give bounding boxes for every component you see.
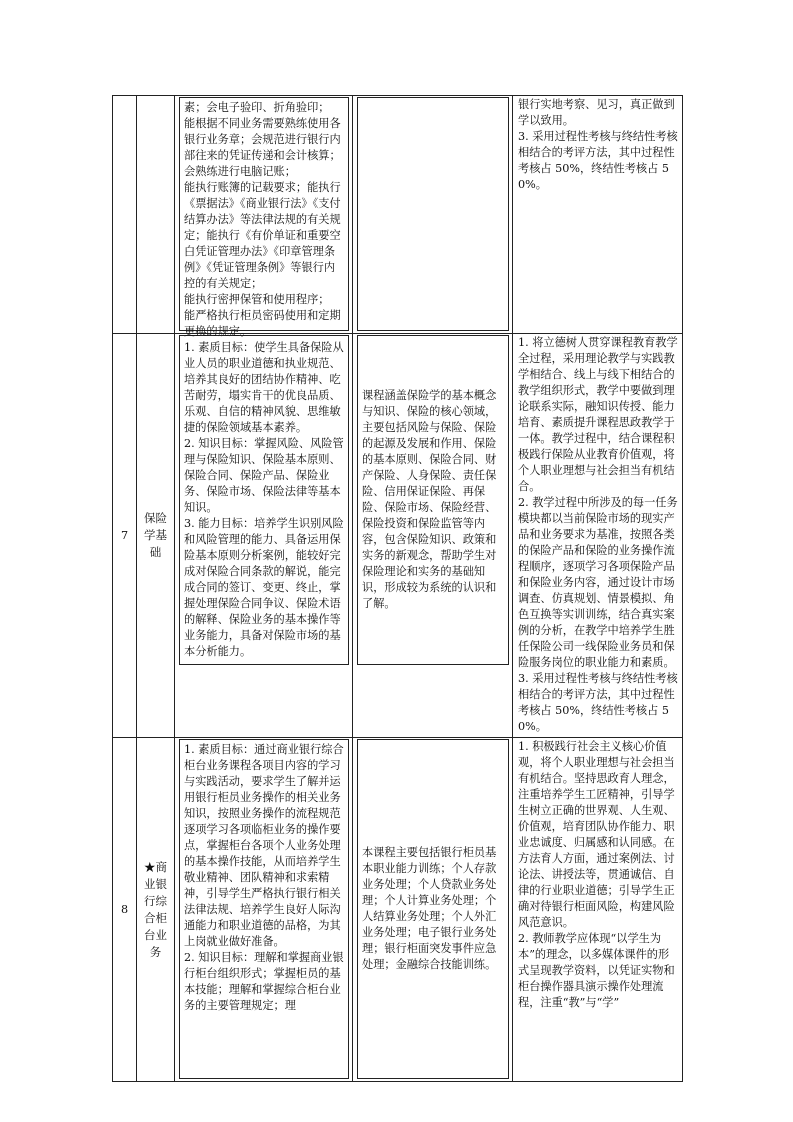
row-number-cell [113,96,137,334]
course-content: 本课程主要包括银行柜员基本职业能力训练；个人存款业务处理；个人贷款业务处理；个人计算业务处理；个人结算业务处理；个人外汇业务处理；电子银行业务处理；银行柜面突发事件应急处理；金融综合技能训练。 [362,846,497,971]
course-content: 课程涵盖保险学的基本概念与知识、保险的核心领域，主要包括风险与保险、保险的起源及发展和作用、保险的基本原则、保险合同、财产保险、人身保险、责任保险、信用保证保险、再保险、保险市场、保险经营、保险投资和保险监管等内容，包含保险知识、政策和实务的新观念，帮助学生对保险理论和实务的基础知识，形成较为系统的认识和了解。 [362,389,497,610]
requirements-cell [513,96,683,334]
content-cell [353,96,513,334]
content-cell [353,738,513,1082]
course-goals: 1. 素质目标：使学生具备保险从业人员的职业道德和执业规范、培养其良好的团结协作精神、吃苦耐劳，塌实肯干的优良品质、乐观、自信的精神风貌、思维敏捷的保险领域基本素养。 2. 知识目标：掌握风险、风险管理与保险知识、保险基本原则、保险合同、保险产品、保险业务、保险市场、保险法律等基本知识。 3. 能力目标：培养学生识别风险和风险管理的能力、具备运用保险基本原则分析案例，能较好完成对保险合同条款的解说，能完成合同的签订、变更、终止，掌握处理保险合同争议、保险术语的解释、保险业务的基本操作等业务能力，具备对保险市场的基本分析能力。 [184,341,344,658]
course-name-cell [137,334,175,738]
goals-cell [175,738,353,1082]
row-number-cell [113,738,137,1082]
course-name: ★商业银行综合柜台业务 [144,859,167,959]
table-row [113,96,683,334]
table-row [113,334,683,738]
content-cell [353,334,513,738]
course-goals: 1. 素质目标：通过商业银行综合柜台业务课程各项目内容的学习与实践活动，要求学生了解并运用银行柜员业务操作的相关业务知识，按照业务操作的流程规范逐项学习各项临柜业务的操作要点，掌握柜台各项个人业务处理的基本操作技能，从而培养学生敬业精神、团队精神和求索精神，引导学生严格执行银行相关法律法规、培养学生良好人际沟通能力和职业道德的品格，为其上岗就业做好准备。 2. 知识目标：理解和掌握商业银行柜台组织形式；掌握柜员的基本技能；理解和掌握综合柜台业务的主要管理规定；理 [184,743,344,1012]
course-name-cell [137,96,175,334]
row-number: 8 [120,902,129,916]
row-number-cell [113,334,137,738]
requirements-cell [513,738,683,1082]
goals-cell [175,334,353,738]
goals-cell [175,96,353,338]
teaching-requirements: 1. 积极践行社会主义核心价值观，将个人职业理想与社会担当有机结合。坚持思政育人理念，注重培养学生工匠精神，引导学生树立正确的世界观、人生观、价值观，培育团队协作能力、职业忠诚度、归属感和认同感。在方法育人方面，通过案例法、讨论法、讲授法等，贯通诚信、自律的行业职业道德；引导学生正确对待银行柜面风险，构建风险风范意识。 2. 教师教学应体现“以学生为本”的理念，以多媒体课件的形式呈现教学资料，以凭证实物和柜台操作器具演示操作处理流程，注重“教”与“学” [518,740,675,1009]
course-goals: 素；会电子验印、折角验印； 能根据不同业务需要熟练使用各银行业务章；会规范进行银行内部往来的凭证传递和会计核算；会熟练进行电脑记账； 能执行账簿的记载要求；能执行《票据法》《商业银行法》《支付结算办法》等法律法规的有关规定；能执行《有价单证和重要空白凭证管理办法》《印章管理条例》《凭证管理条例》等银行内控的有关规定； 能执行密押保管和使用程序； 能严格执行柜员密码使用和定期更换的规定。 [184,101,341,338]
row-number: 7 [120,528,129,542]
teaching-requirements: 银行实地考察、见习，真正做到学以致用。 3. 采用过程性考核与终结性考核相结合的考评方法，其中过程性考核占 50%，终结性考核占 50%。 [518,98,678,191]
course-name-cell [137,738,175,1082]
teaching-requirements: 1. 将立德树人贯穿课程教育教学全过程，采用理论教学与实践教学相结合、线上与线下相结合的教学组织形式，教学中要做到理论联系实际，融知识传授、能力培育、素质提升课程思政教学于一体。教学过程中，结合课程积极践行保险从业教育价值观，将个人职业理想与社会担当有机结合。 2. 教学过程中所涉及的每一任务模块都以当前保险市场的现实产品和业务要求为基准，按照各类的保险产品和保险的业务操作流程顺序，逐项学习各项保险产品和保险业务内容，通过设计市场调查、仿真规划、情景模拟、角色互换等实训训练，结合真实案例的分析，在教学中培养学生胜任保险公司一线保险业务员和保险服务岗位的职业能力和素质。 3. 采用过程性考核与终结性考核相结合的考评方法，其中过程性考核占 50%，终结性考核占 50%。 [518,336,678,733]
course-name: 保险学基础 [144,511,167,559]
table-row [113,738,683,1082]
course-table [112,95,683,1082]
requirements-cell [513,334,683,738]
